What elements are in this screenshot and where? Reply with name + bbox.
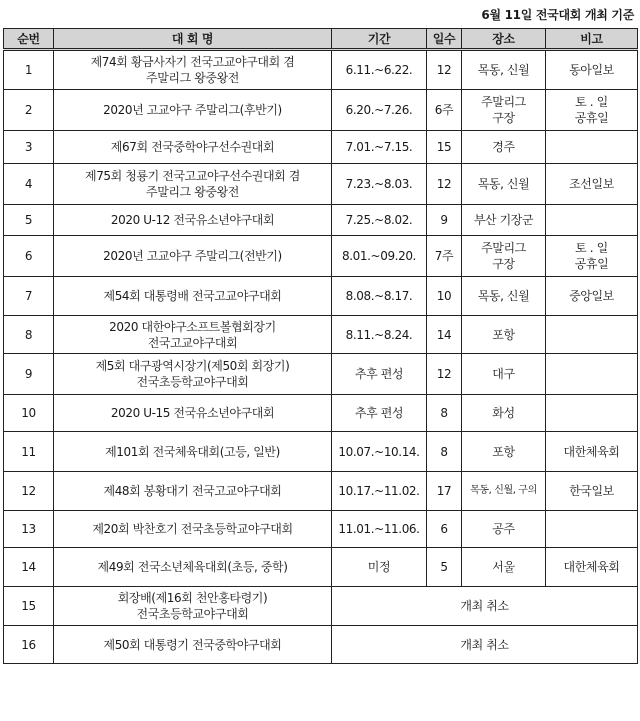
table-row: [4, 50, 638, 90]
cell-place-line: 목동, 신월: [477, 63, 530, 77]
cell-no: 7: [4, 277, 54, 316]
cell-note: [546, 511, 638, 548]
cell-no: 9: [4, 354, 54, 395]
cell-place: [462, 236, 546, 277]
cell-name-line: 제75회 청룡기 전국고교야구선수권대회 겸: [85, 169, 300, 183]
table-body: [4, 50, 638, 664]
cell-place: [462, 316, 546, 354]
cell-period: 6.11.~6.22.: [332, 50, 427, 90]
cell-no: 6: [4, 236, 54, 277]
cell-note: [546, 472, 638, 511]
cell-status: 개최 취소: [332, 587, 638, 626]
cell-place-line: 경주: [492, 140, 515, 154]
cell-name: [54, 164, 332, 205]
cell-name: [54, 236, 332, 277]
table-row: [4, 472, 638, 511]
cell-name-line: 제20회 박찬호기 전국초등학교야구대회: [92, 522, 293, 536]
header-row: [4, 29, 638, 50]
cell-name: [54, 511, 332, 548]
cell-period: 8.11.~8.24.: [332, 316, 427, 354]
cell-note: [546, 395, 638, 432]
cell-name: [54, 90, 332, 131]
table-row: [4, 164, 638, 205]
cell-days: 10: [427, 277, 462, 316]
header-name: 대 회 명: [54, 29, 332, 50]
cell-place: [462, 395, 546, 432]
table-row: [4, 205, 638, 236]
cell-period: 미정: [332, 548, 427, 587]
header-days: 일수: [427, 29, 462, 50]
cell-name-line: 전국초등학교야구대회: [136, 607, 249, 621]
cell-note: [546, 236, 638, 277]
cell-note: [546, 164, 638, 205]
cell-name-line: 2020년 고교야구 주말리그(전반기): [103, 249, 282, 263]
cell-no: 4: [4, 164, 54, 205]
cell-name-line: 제101회 전국체육대회(고등, 일반): [105, 444, 280, 459]
cell-no: 15: [4, 587, 54, 626]
cell-name-line: 전국초등학교야구대회: [136, 375, 249, 389]
cell-place-line: 구장: [492, 257, 515, 271]
cell-name-line: 2020 U-15 전국유소년야구대회: [110, 406, 275, 420]
cell-no: 11: [4, 432, 54, 472]
cell-period: 10.17.~11.02.: [332, 472, 427, 511]
table-row: [4, 587, 638, 626]
cell-place: [462, 432, 546, 472]
cell-note: [546, 277, 638, 316]
table-row: [4, 511, 638, 548]
cell-place: [462, 511, 546, 548]
cell-name: [54, 354, 332, 395]
cell-note: [546, 50, 638, 90]
cell-name-line: 제67회 전국중학야구선수권대회: [110, 140, 275, 154]
cell-name-line: 제5회 대구광역시장기(제50회 회장기): [95, 359, 290, 373]
cell-no: 12: [4, 472, 54, 511]
cell-note-line: 한국일보: [569, 484, 614, 498]
cell-period: 8.01.~09.20.: [332, 236, 427, 277]
cell-note: [546, 131, 638, 164]
cell-name: [54, 316, 332, 354]
table-row: [4, 277, 638, 316]
cell-note-line: 대한체육회: [563, 444, 620, 459]
cell-name-line: 제50회 대통령기 전국중학야구대회: [103, 637, 282, 652]
cell-place-line: 구장: [492, 111, 515, 125]
cell-name-line: 제54회 대통령배 전국고교야구대회: [103, 289, 282, 303]
cell-note: [546, 205, 638, 236]
cell-place-line: 서울: [492, 560, 515, 574]
cell-name-line: 주말리그 왕중왕전: [146, 71, 239, 85]
cell-place-line: 대구: [492, 367, 515, 381]
cell-no: 1: [4, 50, 54, 90]
cell-place-line: 부산 기장군: [473, 213, 534, 227]
cell-status: 개최 취소: [332, 626, 638, 664]
table-row: [4, 236, 638, 277]
cell-name: [54, 548, 332, 587]
cell-days: 7주: [427, 236, 462, 277]
cell-note: [546, 432, 638, 472]
cell-place-line: 목동, 신월, 구의: [470, 485, 537, 496]
cell-name: [54, 472, 332, 511]
cell-days: 12: [427, 354, 462, 395]
table-row: [4, 395, 638, 432]
cell-days: 17: [427, 472, 462, 511]
cell-name-line: 2020년 고교야구 주말리그(후반기): [103, 103, 282, 117]
cell-place: [462, 205, 546, 236]
cell-no: 14: [4, 548, 54, 587]
cell-note-line: 중앙일보: [569, 289, 614, 303]
table-row: [4, 548, 638, 587]
header-no: 순번: [4, 29, 54, 50]
cell-note: [546, 316, 638, 354]
cell-name: [54, 50, 332, 90]
cell-name: [54, 205, 332, 236]
cell-note-line: 토 . 일: [575, 95, 608, 109]
cell-place: [462, 277, 546, 316]
cell-no: 10: [4, 395, 54, 432]
cell-days: 12: [427, 50, 462, 90]
cell-place-line: 주말리그: [481, 95, 526, 109]
table-row: [4, 432, 638, 472]
cell-period: 11.01.~11.06.: [332, 511, 427, 548]
table-row: [4, 354, 638, 395]
cell-days: 9: [427, 205, 462, 236]
cell-note-line: 공휴일: [574, 111, 609, 125]
cell-name-line: 제48회 봉황대기 전국고교야구대회: [103, 484, 282, 498]
cell-days: 8: [427, 395, 462, 432]
cell-period: 추후 편성: [332, 354, 427, 395]
cell-period: 7.01.~7.15.: [332, 131, 427, 164]
cell-note-line: 조선일보: [569, 177, 614, 191]
table-caption: 6월 11일 전국대회 개최 기준: [481, 8, 634, 22]
cell-place-line: 포항: [492, 444, 515, 459]
cell-period: 추후 편성: [332, 395, 427, 432]
cell-days: 6: [427, 511, 462, 548]
table-row: [4, 316, 638, 354]
cell-name-line: 제49회 전국소년체육대회(초등, 중학): [97, 560, 288, 574]
cell-days: 14: [427, 316, 462, 354]
header-period: 기간: [332, 29, 427, 50]
table-row: [4, 131, 638, 164]
cell-place: [462, 90, 546, 131]
cell-name-line: 제74회 황금사자기 전국고교야구대회 겸: [90, 55, 295, 69]
cell-days: 12: [427, 164, 462, 205]
cell-place-line: 목동, 신월: [477, 289, 530, 303]
cell-name: [54, 587, 332, 626]
cell-period: 10.07.~10.14.: [332, 432, 427, 472]
table-row: [4, 90, 638, 131]
cell-no: 3: [4, 131, 54, 164]
cell-no: 8: [4, 316, 54, 354]
cell-no: 5: [4, 205, 54, 236]
cell-name-line: 전국고교야구대회: [147, 335, 238, 350]
cell-period: 7.23.~8.03.: [332, 164, 427, 205]
table-row: [4, 626, 638, 664]
cell-no: 2: [4, 90, 54, 131]
cell-note: [546, 354, 638, 395]
cell-place: [462, 50, 546, 90]
cell-note-line: 대한체육회: [563, 560, 620, 574]
cell-place-line: 주말리그: [481, 241, 526, 255]
cell-days: 6주: [427, 90, 462, 131]
cell-no: 16: [4, 626, 54, 664]
cell-name: [54, 277, 332, 316]
cell-name: [54, 432, 332, 472]
cell-name: [54, 395, 332, 432]
cell-period: 8.08.~8.17.: [332, 277, 427, 316]
cell-place: [462, 131, 546, 164]
cell-note-line: 동아일보: [569, 63, 614, 77]
header-note: 비고: [546, 29, 638, 50]
cell-days: 8: [427, 432, 462, 472]
cell-place-line: 목동, 신월: [477, 177, 530, 191]
cell-place: [462, 472, 546, 511]
cell-period: 7.25.~8.02.: [332, 205, 427, 236]
cell-place-line: 공주: [492, 522, 515, 536]
cell-place-line: 포항: [492, 327, 515, 342]
tournament-schedule-table: [3, 28, 638, 664]
cell-name-line: 회장배(제16회 천안홍타령기): [117, 591, 268, 605]
cell-note: [546, 90, 638, 131]
cell-name-line: 2020 U-12 전국유소년야구대회: [110, 213, 275, 227]
cell-place: [462, 548, 546, 587]
cell-days: 5: [427, 548, 462, 587]
cell-name-line: 주말리그 왕중왕전: [146, 185, 239, 199]
header-place: 장소: [462, 29, 546, 50]
cell-name: [54, 626, 332, 664]
cell-note-line: 토 . 일: [575, 241, 608, 255]
cell-name-line: 2020 대한야구소프트볼협회장기: [109, 319, 276, 334]
cell-place: [462, 354, 546, 395]
cell-no: 13: [4, 511, 54, 548]
cell-place: [462, 164, 546, 205]
cell-note-line: 공휴일: [574, 257, 609, 271]
cell-note: [546, 548, 638, 587]
cell-period: 6.20.~7.26.: [332, 90, 427, 131]
cell-days: 15: [427, 131, 462, 164]
cell-place-line: 화성: [492, 406, 515, 420]
cell-name: [54, 131, 332, 164]
